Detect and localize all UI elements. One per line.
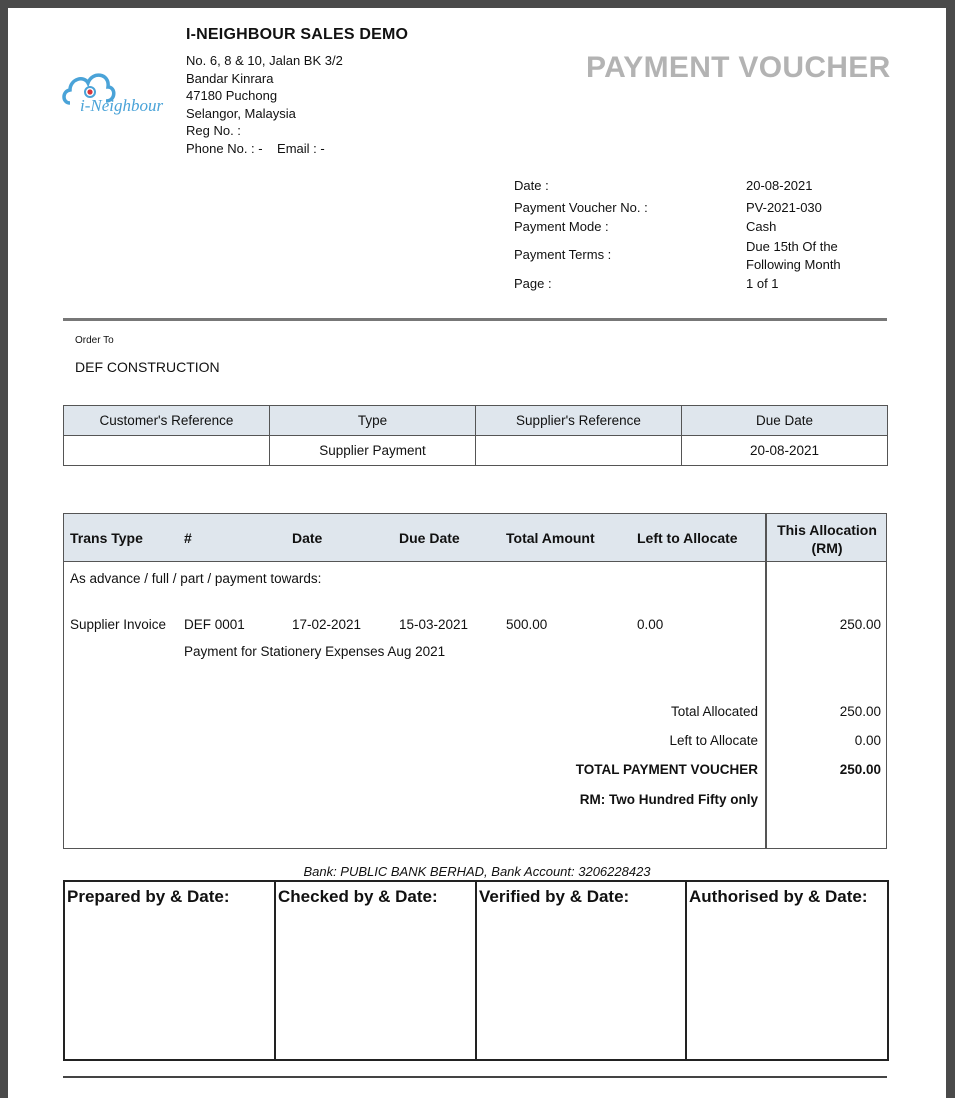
col-trans-type: Trans Type — [70, 530, 143, 546]
signature-table — [63, 880, 889, 1061]
meta-page-label: Page : — [514, 276, 552, 291]
allocation-table — [63, 513, 887, 849]
ref-header-type: Type — [270, 406, 476, 436]
row-number: DEF 0001 — [184, 617, 245, 632]
meta-payment-mode-value: Cash — [746, 219, 777, 234]
col-due-date: Due Date — [399, 530, 460, 546]
row-this-allocation: 250.00 — [839, 617, 881, 632]
address-line: Bandar Kinrara — [186, 70, 274, 86]
signature-divider — [475, 882, 477, 1059]
meta-payment-mode-label: Payment Mode : — [514, 219, 609, 234]
amount-in-words: RM: Two Hundred Fifty only — [579, 792, 758, 807]
col-left-to-allocate: Left to Allocate — [637, 530, 738, 546]
ref-cell-supplier — [476, 436, 682, 466]
allocation-intro: As advance / full / part / payment towards: — [70, 571, 322, 586]
order-to-name: DEF CONSTRUCTION — [75, 359, 220, 375]
address-line: Phone No. : - Email : - — [186, 140, 325, 156]
row-total-amount: 500.00 — [506, 617, 548, 632]
total-voucher-value: 250.00 — [839, 762, 881, 777]
cloud-logo-icon — [60, 63, 178, 119]
ref-header-customer: Customer's Reference — [64, 406, 270, 436]
authorised-by-label: Authorised by & Date: — [689, 887, 868, 906]
meta-page-value: 1 of 1 — [746, 276, 779, 291]
row-trans-type: Supplier Invoice — [70, 617, 167, 632]
meta-date-value: 20-08-2021 — [746, 178, 813, 193]
footer-divider — [63, 1076, 887, 1078]
row-date: 17-02-2021 — [292, 617, 362, 632]
company-name: I-NEIGHBOUR SALES DEMO — [186, 26, 409, 43]
document-title: PAYMENT VOUCHER — [586, 51, 891, 84]
col-this-allocation: This Allocation (RM) — [777, 522, 877, 556]
meta-date-label: Date : — [514, 178, 549, 193]
signature-divider — [274, 882, 276, 1059]
bank-info: Bank: PUBLIC BANK BERHAD, Bank Account: 3206228423 — [303, 864, 651, 879]
ref-header-due-date: Due Date — [682, 406, 888, 436]
ref-cell-customer — [64, 436, 270, 466]
ref-header-supplier: Supplier's Reference — [476, 406, 682, 436]
ref-cell-due-date: 20-08-2021 — [682, 436, 888, 466]
company-logo — [60, 63, 178, 119]
row-due-date: 15-03-2021 — [399, 617, 469, 632]
col-total-amount: Total Amount — [506, 530, 595, 546]
address-line: Selangor, Malaysia — [186, 105, 296, 121]
address-line: No. 6, 8 & 10, Jalan BK 3/2 — [186, 53, 343, 68]
signature-divider — [685, 882, 687, 1059]
checked-by-label: Checked by & Date: — [278, 887, 438, 906]
allocation-column-divider — [765, 514, 767, 848]
order-to-label: Order To — [75, 335, 114, 346]
meta-voucher-no-value: PV-2021-030 — [746, 200, 822, 215]
prepared-by-label: Prepared by & Date: — [67, 887, 230, 906]
voucher-page — [8, 8, 946, 1098]
total-voucher-label: TOTAL PAYMENT VOUCHER — [575, 762, 758, 777]
col-number: # — [184, 530, 192, 546]
logo-wordmark: i-Neighbour — [80, 96, 164, 115]
row-left-to-allocate: 0.00 — [637, 617, 664, 632]
row-description: Payment for Stationery Expenses Aug 2021 — [184, 644, 446, 659]
divider — [63, 318, 887, 321]
total-allocated-value: 250.00 — [839, 704, 881, 719]
verified-by-label: Verified by & Date: — [479, 887, 630, 906]
total-allocated-label: Total Allocated — [670, 704, 758, 719]
left-to-allocate-label: Left to Allocate — [669, 733, 758, 748]
ref-cell-type: Supplier Payment — [270, 436, 476, 466]
address-line: Reg No. : — [186, 123, 241, 138]
reference-table — [63, 405, 888, 466]
meta-payment-terms-label: Payment Terms : — [514, 247, 612, 262]
col-date: Date — [292, 530, 323, 546]
company-address — [186, 52, 343, 157]
address-line: 47180 Puchong — [186, 88, 278, 103]
left-to-allocate-value: 0.00 — [854, 733, 881, 748]
meta-voucher-no-label: Payment Voucher No. : — [514, 200, 648, 215]
meta-payment-terms-value: Due 15th Of the Following Month — [746, 239, 841, 272]
